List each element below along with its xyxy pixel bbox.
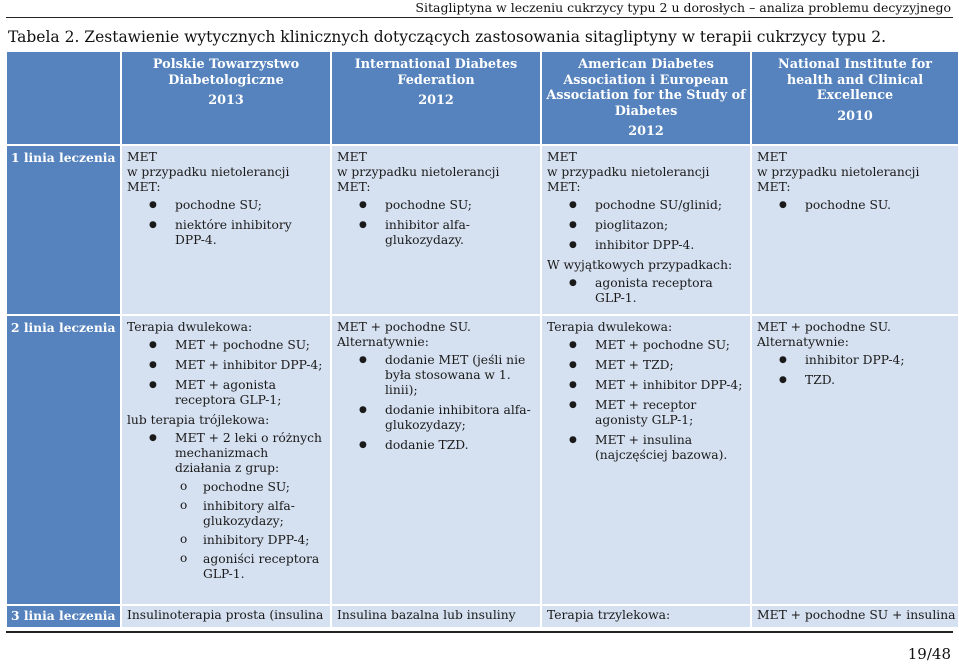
bullet-text: inhibitor DPP-4; bbox=[805, 352, 905, 367]
table-cell bbox=[332, 316, 540, 604]
row-label: 1 linia leczenia bbox=[7, 146, 120, 314]
table-cell bbox=[542, 146, 750, 314]
cell-text: lub terapia trójlekowa: bbox=[127, 412, 270, 427]
table-row bbox=[7, 606, 958, 627]
sub-bullet-item bbox=[175, 552, 325, 582]
bullet-text: pioglitazon; bbox=[595, 217, 669, 232]
cell-text: MET bbox=[127, 149, 157, 164]
cell-text: w przypadku nietolerancji MET: bbox=[127, 164, 290, 194]
bullet-item bbox=[337, 198, 535, 213]
bullet-text: pochodne SU. bbox=[805, 197, 892, 212]
bullet-item bbox=[757, 373, 953, 388]
row-label: 3 linia leczenia bbox=[7, 606, 120, 627]
bullet-item bbox=[547, 276, 745, 306]
sub-bullet-item bbox=[175, 499, 325, 529]
table-cell bbox=[752, 316, 958, 604]
bullet-list bbox=[547, 276, 745, 306]
footer-rule bbox=[6, 631, 953, 633]
bullet-item bbox=[547, 398, 745, 428]
bullet-item bbox=[127, 198, 325, 213]
header-year: 2013 bbox=[208, 93, 244, 108]
cell-text: Insulina bazalna lub insuliny bbox=[337, 607, 516, 622]
bullet-item bbox=[337, 403, 535, 433]
table-cell bbox=[332, 606, 540, 627]
table-cell bbox=[752, 606, 958, 627]
bullet-text: pochodne SU; bbox=[385, 197, 472, 212]
bullet-item bbox=[757, 353, 953, 368]
bullet-list bbox=[337, 353, 535, 453]
bullet-item bbox=[337, 218, 535, 248]
cell-text: w przypadku nietolerancji MET: bbox=[337, 164, 500, 194]
cell-text: w przypadku nietolerancji MET: bbox=[547, 164, 710, 194]
sub-bullet-text: inhibitory alfa-glukozydazy; bbox=[203, 498, 295, 528]
bullet-text: niektóre inhibitory DPP-4. bbox=[175, 217, 292, 247]
bullet-item bbox=[127, 378, 325, 408]
bullet-text: pochodne SU/glinid; bbox=[595, 197, 722, 212]
header-corner bbox=[7, 52, 120, 144]
header-idf bbox=[332, 52, 540, 144]
table-cell bbox=[122, 606, 330, 627]
bullet-text: agonista receptora GLP-1. bbox=[595, 275, 713, 305]
table-cell bbox=[332, 146, 540, 314]
bullet-text: MET + pochodne SU; bbox=[595, 337, 730, 352]
bullet-list bbox=[547, 198, 745, 253]
bullet-text: dodanie TZD. bbox=[385, 437, 469, 452]
sub-bullet-text: pochodne SU; bbox=[203, 479, 290, 494]
cell-text: W wyjątkowych przypadkach: bbox=[547, 257, 733, 272]
header-year: 2012 bbox=[418, 93, 454, 108]
bullet-list bbox=[757, 353, 953, 388]
bullet-item bbox=[127, 338, 325, 353]
header-org: National Institute for health and Clinical Excellence bbox=[778, 57, 932, 103]
cell-text: Terapia trzylekowa: bbox=[547, 607, 671, 622]
header-ptd bbox=[122, 52, 330, 144]
cell-text: MET bbox=[757, 149, 787, 164]
cell-text: MET + pochodne SU. bbox=[337, 319, 471, 334]
bullet-text: MET + inhibitor DPP-4; bbox=[595, 377, 743, 392]
cell-text: Terapia dwulekowa: bbox=[547, 319, 673, 334]
running-header: Sitagliptyna w leczeniu cukrzycy typu 2 u dorosłych – analiza problemu decyzyjnego bbox=[415, 0, 951, 15]
bullet-item bbox=[757, 198, 953, 213]
table-header-row bbox=[7, 52, 958, 144]
bullet-text: dodanie inhibitora alfa-glukozydazy; bbox=[385, 402, 531, 432]
cell-text: Alternatywnie: bbox=[757, 334, 849, 349]
bullet-item bbox=[127, 358, 325, 373]
sub-bullet-item bbox=[175, 533, 325, 548]
table-row bbox=[7, 316, 958, 604]
bullet-text: dodanie MET (jeśli nie była stosowana w 1. linii); bbox=[385, 352, 526, 397]
header-org: International Diabetes Federation bbox=[354, 57, 518, 88]
header-ada-easd bbox=[542, 52, 750, 144]
table-cell bbox=[542, 316, 750, 604]
bullet-text: MET + pochodne SU; bbox=[175, 337, 310, 352]
page-number: 19/48 bbox=[907, 645, 951, 663]
bullet-list bbox=[547, 338, 745, 463]
sub-bullet-text: agoniści receptora GLP-1. bbox=[203, 551, 320, 581]
cell-text: Alternatywnie: bbox=[337, 334, 429, 349]
cell-text: MET bbox=[547, 149, 577, 164]
bullet-item bbox=[547, 358, 745, 373]
table-cell bbox=[752, 146, 958, 314]
bullet-text: inhibitor alfa-glukozydazy. bbox=[385, 217, 470, 247]
bullet-item bbox=[127, 431, 325, 582]
cell-text: w przypadku nietolerancji MET: bbox=[757, 164, 920, 194]
bullet-text: MET + TZD; bbox=[595, 357, 674, 372]
bullet-item bbox=[337, 438, 535, 453]
header-year: 2010 bbox=[837, 108, 873, 124]
table-cell bbox=[122, 146, 330, 314]
sub-bullet-item bbox=[175, 480, 325, 495]
bullet-list bbox=[127, 431, 325, 582]
header-org: American Diabetes Association i European Association for the Study of Diabetes bbox=[546, 57, 746, 119]
cell-text: MET + pochodne SU + insulina bbox=[757, 607, 956, 622]
table-cell bbox=[122, 316, 330, 604]
bullet-text: TZD. bbox=[805, 372, 836, 387]
guidelines-table bbox=[5, 50, 959, 629]
header-nice bbox=[752, 52, 958, 144]
bullet-item bbox=[337, 353, 535, 398]
cell-text: MET bbox=[337, 149, 367, 164]
cell-text: Insulinoterapia prosta (insulina bbox=[127, 607, 324, 622]
bullet-item bbox=[547, 238, 745, 253]
sub-bullet-text: inhibitory DPP-4; bbox=[203, 532, 310, 547]
bullet-text: MET + receptor agonisty GLP-1; bbox=[595, 397, 697, 427]
bullet-item bbox=[547, 378, 745, 393]
bullet-text: MET + 2 leki o różnych mechanizmach działania z grup: bbox=[175, 430, 322, 475]
bullet-text: MET + insulina (najczęściej bazowa). bbox=[595, 432, 728, 462]
bullet-list bbox=[127, 198, 325, 248]
header-year: 2012 bbox=[628, 124, 664, 139]
bullet-list bbox=[757, 198, 953, 213]
cell-text: Terapia dwulekowa: bbox=[127, 319, 253, 334]
bullet-text: pochodne SU; bbox=[175, 197, 262, 212]
header-rule bbox=[6, 17, 953, 18]
bullet-list bbox=[127, 338, 325, 408]
bullet-item bbox=[547, 338, 745, 353]
row-label: 2 linia leczenia bbox=[7, 316, 120, 604]
bullet-text: MET + inhibitor DPP-4; bbox=[175, 357, 323, 372]
header-org: Polskie Towarzystwo Diabetologiczne bbox=[152, 57, 300, 88]
table-caption: Tabela 2. Zestawienie wytycznych klinicznych dotyczących zastosowania sitagliptyny w terapii cukrzycy typu 2. bbox=[8, 28, 887, 46]
table-cell bbox=[542, 606, 750, 627]
bullet-item bbox=[547, 198, 745, 213]
bullet-item bbox=[127, 218, 325, 248]
bullet-text: MET + agonista receptora GLP-1; bbox=[175, 377, 282, 407]
bullet-list bbox=[337, 198, 535, 248]
bullet-item bbox=[547, 218, 745, 233]
bullet-item bbox=[547, 433, 745, 463]
table-row bbox=[7, 146, 958, 314]
bullet-text: inhibitor DPP-4. bbox=[595, 237, 695, 252]
cell-text: MET + pochodne SU. bbox=[757, 319, 891, 334]
sub-bullet-list bbox=[175, 480, 325, 582]
